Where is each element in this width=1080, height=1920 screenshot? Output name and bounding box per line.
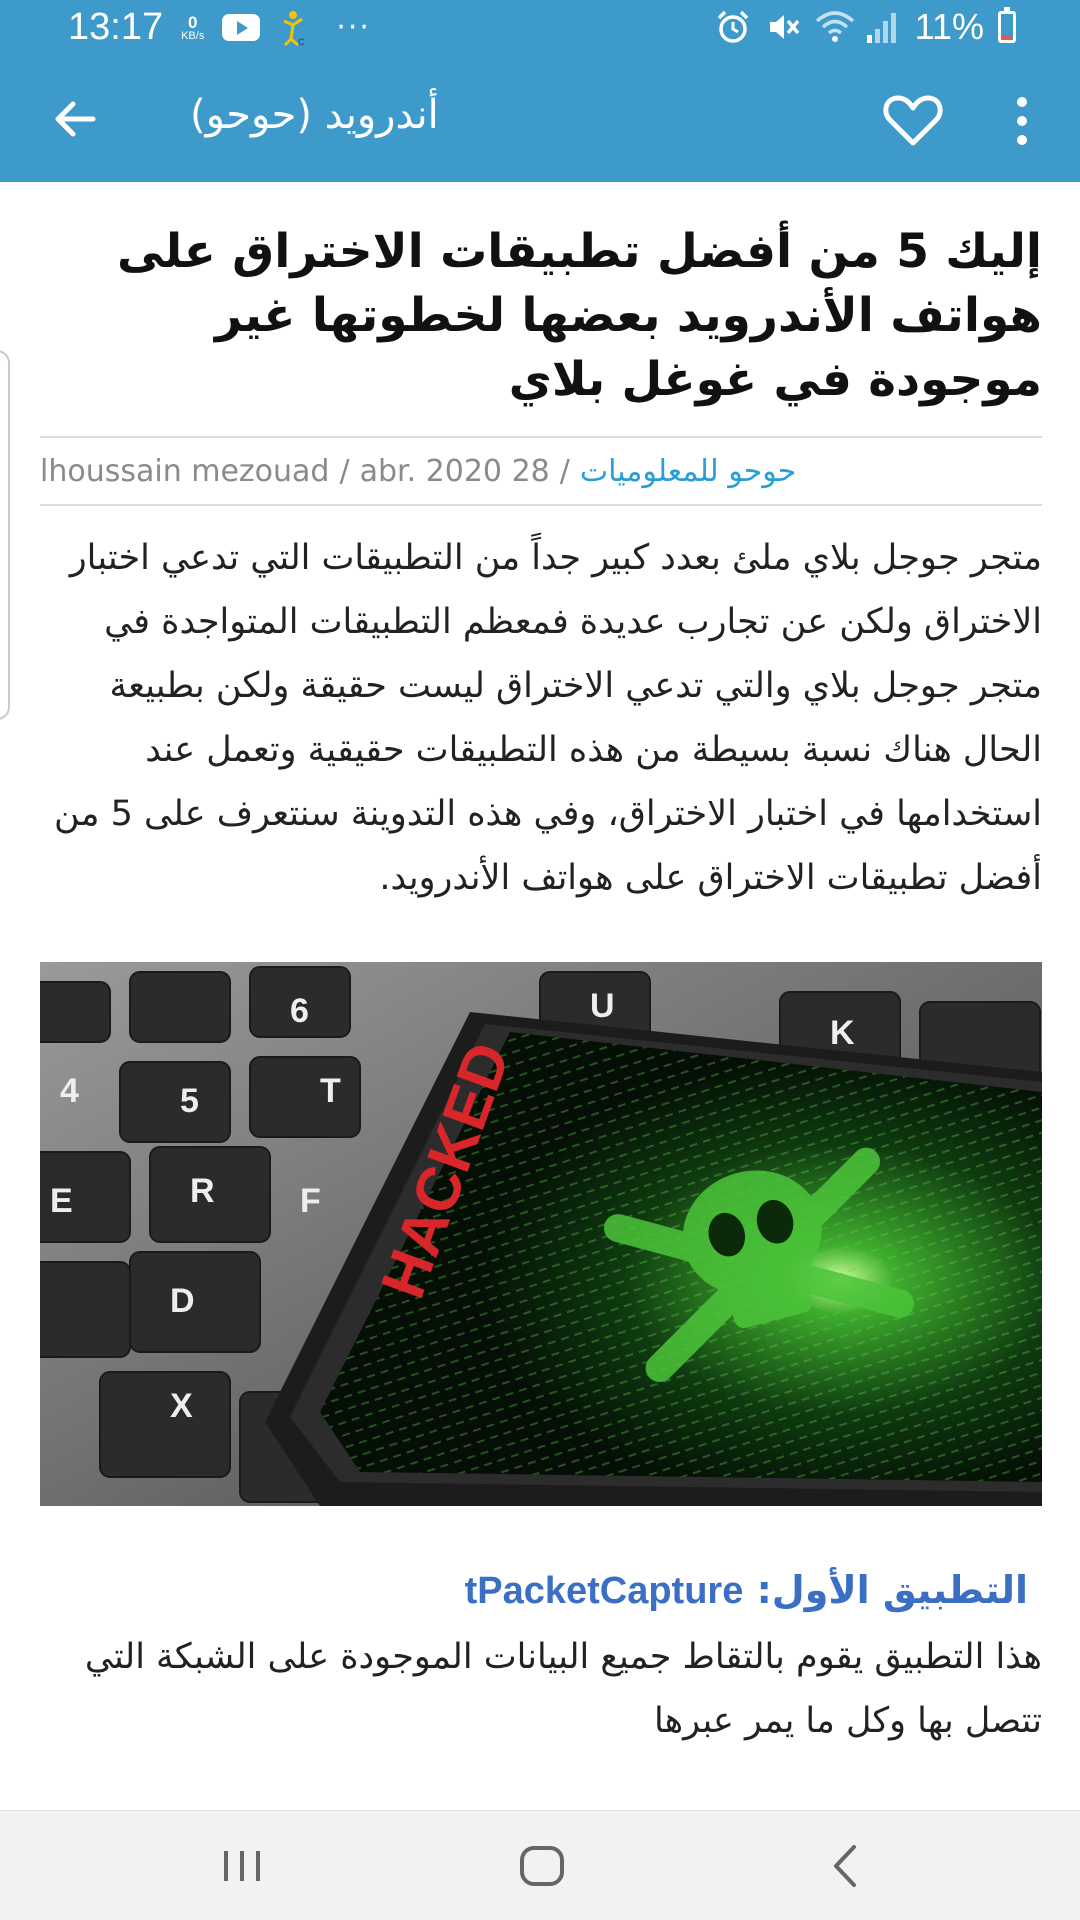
key-label: X [170, 1387, 193, 1425]
meta-separator: / [559, 453, 570, 489]
key-label: K [830, 1014, 855, 1052]
network-speed-unit: KB/s [181, 29, 205, 42]
back-icon [822, 1841, 870, 1891]
post-meta [40, 436, 1042, 506]
section-text: هذا التطبيق يقوم بالتقاط جميع البيانات الموجودة على الشبكة التي تتصل بها وكل ما يمر عبرها [84, 1637, 1042, 1741]
app-title: أندرويد (حوحو) [190, 92, 439, 138]
home-icon [516, 1841, 568, 1891]
key-label: D [170, 1282, 195, 1320]
wifi-icon [815, 9, 851, 45]
recents-button[interactable] [218, 1841, 268, 1889]
key-label: F [300, 1182, 321, 1220]
battery-icon [998, 11, 1016, 43]
key-label: U [590, 987, 615, 1025]
post-image[interactable] [40, 962, 1042, 1506]
drawer-handle[interactable] [0, 350, 10, 720]
meta-separator: / [339, 453, 350, 489]
more-vert-icon [1000, 88, 1044, 154]
hacked-text: HACKED [368, 1033, 524, 1307]
key-label: R [190, 1172, 215, 1210]
post-title: إليك 5 من أفضل تطبيقات الاختراق على هواتف الأندرويد بعضها لخطوتها غير موجودة في غوغل بلاي [116, 224, 1042, 407]
post-intro: متجر جوجل بلاي ملئ بعدد كبير جداً من التطبيقات التي تدعي اختبار الاختراق ولكن عن تجارب عديدة فمعظم التطبيقات المتواجدة في متجر جوجل بلاي والتي تدعي الاختراق ليست حقيقة ولكن بطبيعة الحال هناك نسبة بسيطة من هذه التطبيقات حقيقية وتعمل عند استخدامها في اختبار الاختراق، وفي هذه التدوينة سنتعرف على 5 من أفضل تطبيقات الاختراق على هواتف الأندرويد. [54, 538, 1042, 898]
article [40, 182, 1042, 1753]
key-label: 6 [290, 992, 309, 1030]
category-link[interactable]: حوحو للمعلوميات [579, 453, 797, 489]
home-button[interactable] [516, 1841, 568, 1891]
signal-icon [865, 9, 901, 45]
back-arrow-button[interactable] [40, 84, 110, 154]
key-label: E [50, 1182, 73, 1220]
network-speed [181, 14, 204, 42]
network-speed-value: 0 [187, 12, 198, 32]
section-label: التطبيق الأول: [756, 1568, 1028, 1612]
app-logo-icon [278, 9, 308, 47]
battery-percent: 11% [914, 6, 984, 47]
post-author[interactable]: lhoussain mezouad [40, 453, 330, 489]
back-arrow-icon [51, 95, 99, 143]
youtube-icon [222, 14, 260, 41]
alarm-icon [715, 9, 751, 45]
status-left [68, 6, 371, 49]
system-nav-bar [0, 1810, 1080, 1920]
favorite-button[interactable] [880, 88, 946, 154]
status-bar [0, 0, 1080, 56]
heart-icon [880, 88, 946, 154]
status-time: 13:17 [68, 6, 164, 48]
key-label: T [320, 1072, 341, 1110]
post-date: 28 abr. 2020 [359, 453, 550, 489]
overflow-menu-button[interactable] [1000, 88, 1044, 154]
recents-icon [218, 1841, 268, 1889]
app-bar [0, 56, 1080, 182]
status-right [715, 6, 1016, 48]
mute-icon [765, 9, 801, 45]
key-label: 4 [60, 1072, 79, 1110]
section-heading [40, 1568, 1042, 1613]
more-notifications-icon: ··· [336, 10, 371, 45]
svg-text:C: C [298, 36, 305, 47]
back-button[interactable] [822, 1841, 870, 1891]
section-app-name: tPacketCapture [464, 1570, 744, 1612]
key-label: 5 [180, 1082, 199, 1120]
